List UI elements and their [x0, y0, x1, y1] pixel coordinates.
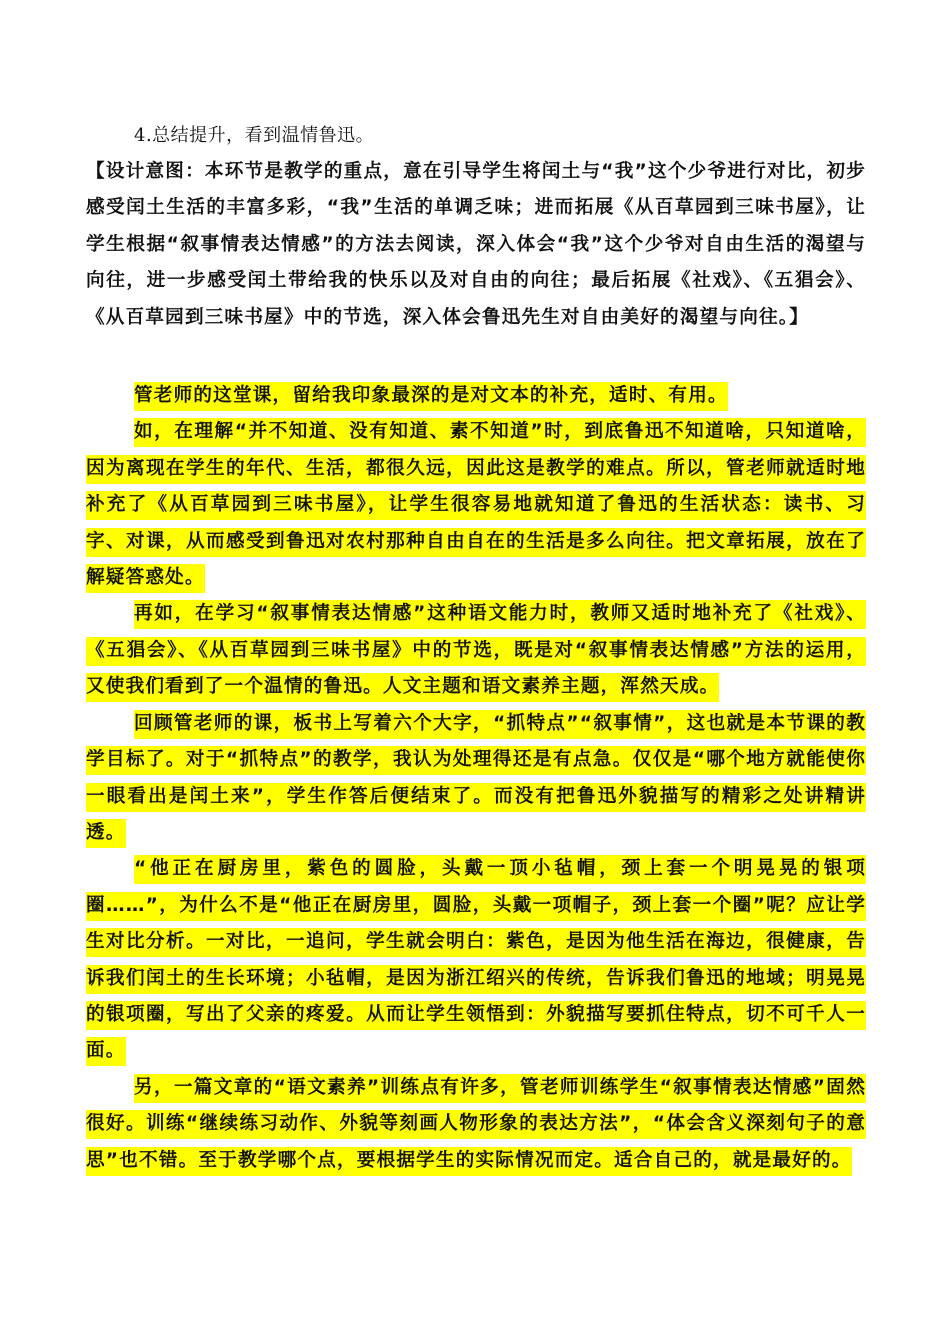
- document-body: [86, 118, 866, 1179]
- commentary-paragraph-4: [86, 706, 866, 852]
- highlighted-text: 管老师的这堂课，留给我印象最深的是对文本的补充，适时、有用。: [134, 382, 728, 411]
- highlighted-text: 如，在理解“并不知道、没有知道、素不知道”时，到底鲁迅不知道啥，只知道啥，因为离现在学生的年代、生活，都很久远，因此这是教学的难点。所以，管老师就适时地补充了《从百草园到三味书屋》，让学生很容易地就知道了鲁迅的生活状态：读书、习字、对课，从而感受到鲁迅对农村那种自由自在的生活是多么向往。把文章拓展，放在了解疑答惑处。: [86, 418, 866, 593]
- highlighted-text: 回顾管老师的课，板书上写着六个大字，“抓特点”“叙事情”，这也就是本节课的教学目标了。对于“抓特点”的教学，我认为处理得还是有点急。仅仅是“哪个地方就能使你一眼看出是闰土来”，学生作答后便结束了。而没有把鲁迅外貌描写的精彩之处讲精讲透。: [86, 710, 866, 848]
- commentary-paragraph-6: [86, 1070, 866, 1179]
- design-intent-paragraph: 【设计意图：本环节是教学的重点，意在引导学生将闰土与“我”这个少爷进行对比，初步感受闰土生活的丰富多彩，“我”生活的单调乏味；进而拓展《从百草园到三味书屋》，让学生根据“叙事情表达情感”的方法去阅读，深入体会“我”这个少爷对自由生活的渴望与向往，进一步感受闰土带给我的快乐以及对自由的向往；最后拓展《社戏》、《五猖会》、《从百草园到三味书屋》中的节选，深入体会鲁迅先生对自由美好的渴望与向往。】: [86, 161, 866, 328]
- commentary-paragraph-1: [86, 378, 866, 414]
- commentary-paragraph-3: [86, 596, 866, 705]
- section-heading: 4.总结提升，看到温情鲁迅。: [134, 125, 375, 146]
- highlighted-text: “他正在厨房里，紫色的圆脸，头戴一顶小毡帽，颈上套一个明晃晃的银项圈……”，为什么不是“他正在厨房里，圆脸，头戴一项帽子，颈上套一个圈”呢？应让学生对比分析。一对比，一追问，学生就会明白：紫色，是因为他生活在海边，很健康，告诉我们闰土的生长环境；小毡帽，是因为浙江绍兴的传统，告诉我们鲁迅的地域；明晃晃的银项圈，写出了父亲的疼爱。从而让学生领悟到：外貌描写要抓住特点，切不可千人一面。: [86, 855, 866, 1066]
- commentary-paragraph-2: [86, 414, 866, 596]
- highlighted-text: 再如，在学习“叙事情表达情感”这种语文能力时，教师又适时地补充了《社戏》、《五猖会》、《从百草园到三味书屋》中的节选，既是对“叙事情表达情感”方法的运用，又使我们看到了一个温情的鲁迅。人文主题和语文素养主题，浑然天成。: [86, 600, 866, 702]
- paragraph-gap: [86, 336, 866, 378]
- commentary-paragraph-5: [86, 851, 866, 1069]
- highlighted-text: 另，一篇文章的“语文素养”训练点有许多，管老师训练学生“叙事情表达情感”固然很好。训练“继续练习动作、外貌等刻画人物形象的表达方法”，“体会含义深刻句子的意思”也不错。至于教学哪个点，要根据学生的实际情况而定。适合自己的，就是最好的。: [86, 1074, 866, 1176]
